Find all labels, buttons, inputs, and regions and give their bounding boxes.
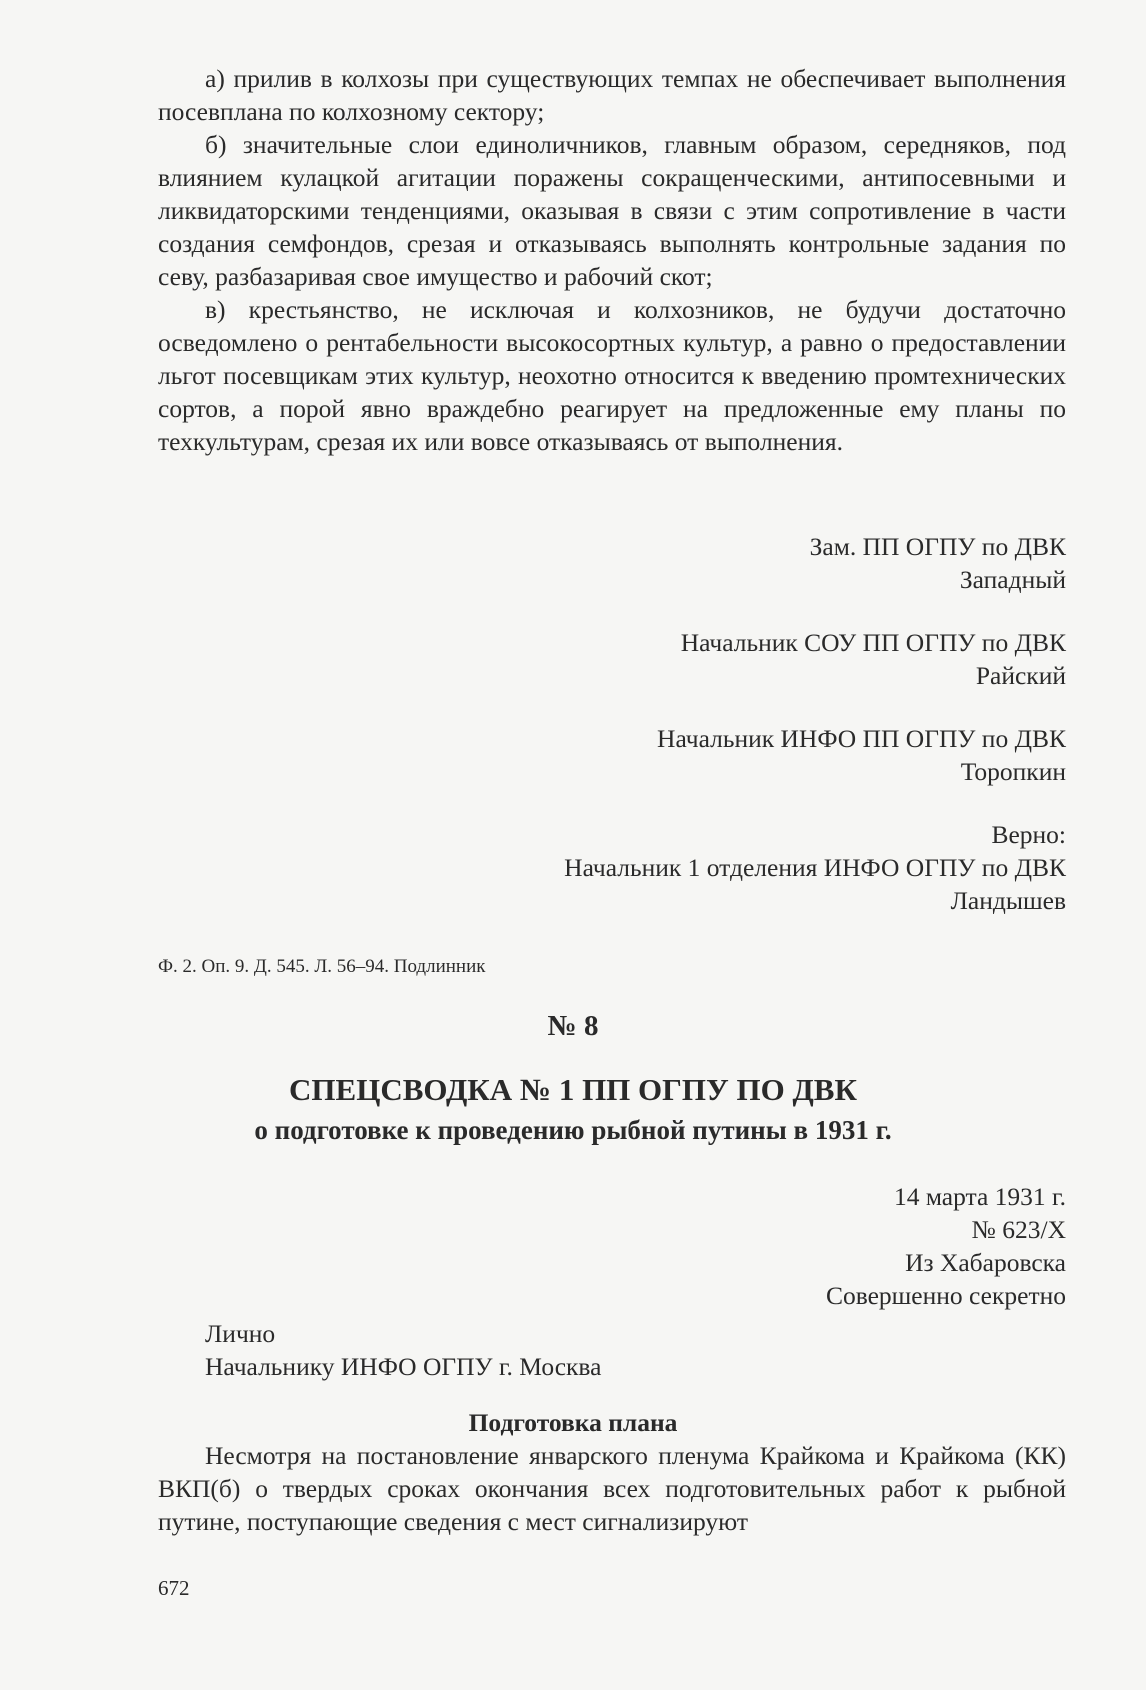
document-classification: Совершенно секретно <box>825 1281 1066 1310</box>
body-text-block <box>158 1439 1066 1538</box>
document-number: № 8 <box>547 1010 599 1042</box>
addressee-line-2: Начальнику ИНФО ОГПУ г. Москва <box>205 1352 602 1381</box>
page-number: 672 <box>158 1576 190 1600</box>
signature-name: Западный <box>959 565 1066 594</box>
top-text-block <box>158 62 1066 458</box>
signature-name: Торопкин <box>960 757 1066 786</box>
signature-deputy <box>366 530 1066 596</box>
certified-copy <box>366 818 1066 917</box>
certified-label: Верно: <box>991 820 1066 849</box>
document-origin: Из Хабаровска <box>905 1248 1066 1277</box>
paragraph-b: б) значительные слои единоличников, главным образом, середняков, под влиянием кулацкой агитации поражены сокращенческими, антипосевными и ликвидаторскими тенденциями, оказывая в связи с этим сопротивление в части создания семфондов, срезая и отказываясь выполнять контрольные задания по севу, разбазаривая свое имущество и рабочий скот; <box>158 130 1066 291</box>
signature-info <box>366 722 1066 788</box>
document-meta <box>826 1180 1066 1312</box>
archive-source-note: Ф. 2. Оп. 9. Д. 545. Л. 56–94. Подлинник <box>158 956 486 977</box>
signature-sou <box>366 626 1066 692</box>
body-paragraph: Несмотря на постановление январского пленума Крайкома и Крайкома (КК) ВКП(б) о твердых сроках окончания всех подготовительных работ к рыбной путине, поступающие сведения с мест сигнализируют <box>158 1441 1066 1536</box>
signature-name: Райский <box>975 661 1066 690</box>
signature-title: Начальник ИНФО ПП ОГПУ по ДВК <box>657 724 1066 753</box>
signature-title: Зам. ПП ОГПУ по ДВК <box>809 532 1066 561</box>
paragraph-a: а) прилив в колхозы при существующих темпах не обеспечивает выполнения посевплана по колхозному сектору; <box>158 64 1066 126</box>
paragraph-c: в) крестьянство, не исключая и колхозников, не будучи достаточно осведомлено о рентабельности высокосортных культур, а равно о предоставлении льгот посевщикам этих культур, неохотно относится к введению промтехнических сортов, а порой явно враждебно реагирует на предложенные ему планы по техкультурам, срезая их или вовсе отказываясь от выполнения. <box>158 295 1066 456</box>
document-title: СПЕЦСВОДКА № 1 ПП ОГПУ ПО ДВК <box>289 1072 857 1107</box>
certified-title: Начальник 1 отделения ИНФО ОГПУ по ДВК <box>564 853 1066 882</box>
section-heading: Подготовка плана <box>468 1408 678 1437</box>
document-date: 14 марта 1931 г. <box>893 1182 1066 1211</box>
addressee-line-1: Лично <box>205 1319 276 1348</box>
addressee-block <box>205 1317 601 1383</box>
signature-title: Начальник СОУ ПП ОГПУ по ДВК <box>680 628 1066 657</box>
document-subtitle: о подготовке к проведению рыбной путины в 1931 г. <box>254 1115 892 1145</box>
signatures-block <box>366 530 1066 947</box>
document-reg-number: № 623/Х <box>971 1215 1066 1244</box>
certified-name: Ландышев <box>950 886 1066 915</box>
